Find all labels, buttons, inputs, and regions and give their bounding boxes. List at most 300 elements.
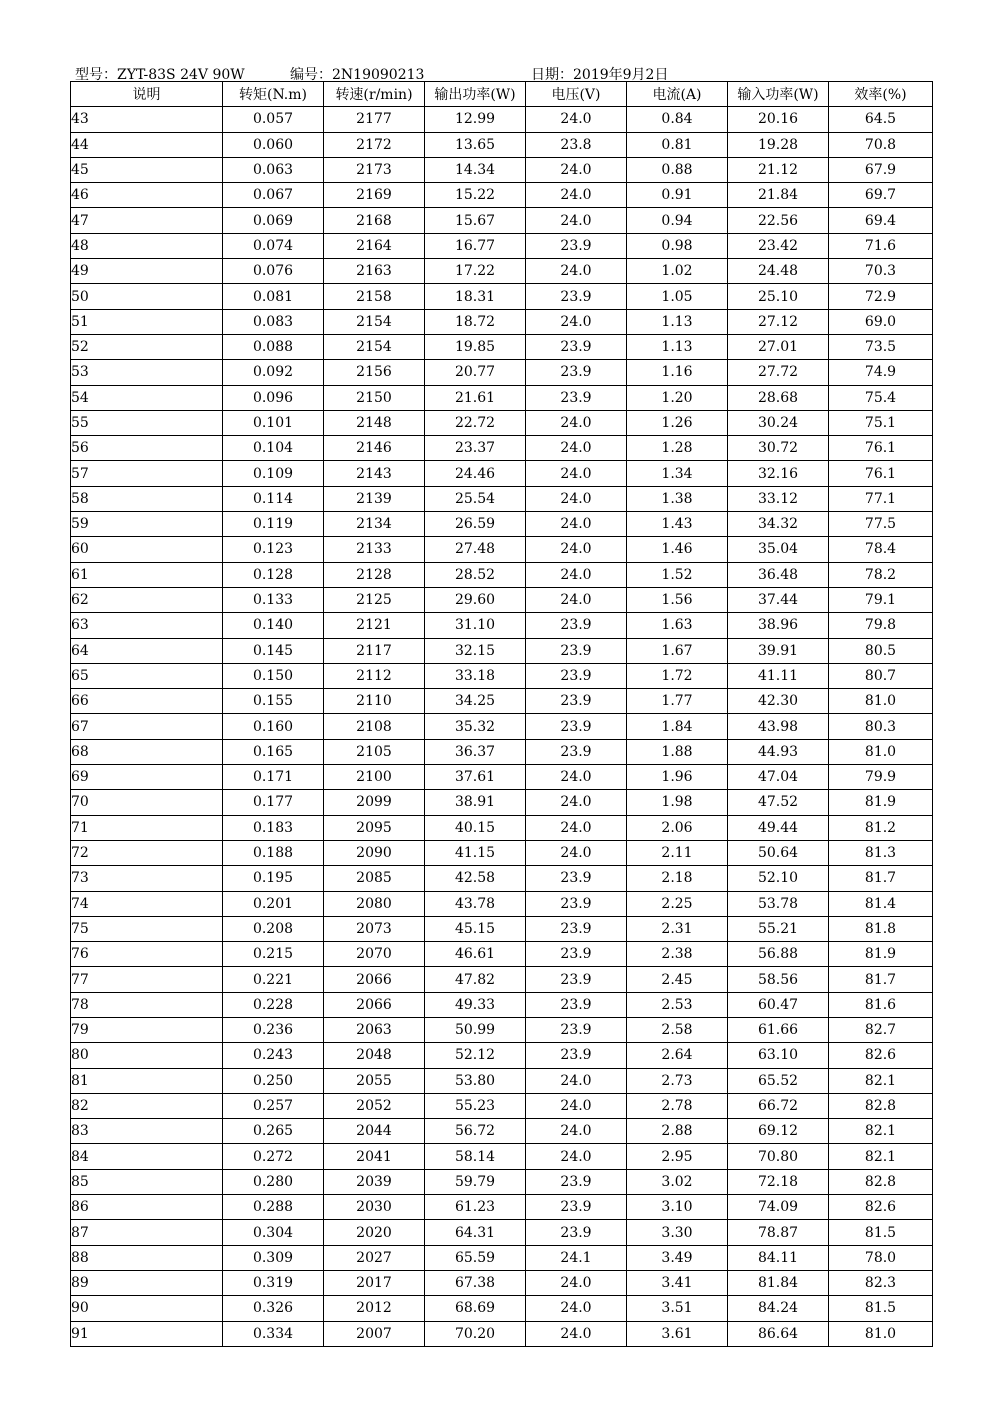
input-power-cell: 66.72 — [728, 1093, 829, 1118]
table-row — [71, 1068, 933, 1093]
column-header-input-power: 输入功率(W) — [728, 82, 829, 107]
current-cell: 3.49 — [627, 1245, 728, 1270]
output-power-cell: 50.99 — [425, 1017, 526, 1042]
table-row — [71, 410, 933, 435]
description-cell: 66 — [71, 689, 223, 714]
voltage-cell: 24.0 — [526, 562, 627, 587]
table-row — [71, 1043, 933, 1068]
table-row — [71, 663, 933, 688]
table-row — [71, 992, 933, 1017]
torque-cell: 0.088 — [223, 334, 324, 359]
description-cell: 55 — [71, 410, 223, 435]
current-cell: 1.72 — [627, 663, 728, 688]
current-cell: 2.45 — [627, 967, 728, 992]
current-cell: 1.67 — [627, 638, 728, 663]
torque-cell: 0.060 — [223, 132, 324, 157]
current-cell: 1.20 — [627, 385, 728, 410]
description-cell: 48 — [71, 233, 223, 258]
input-power-cell: 28.68 — [728, 385, 829, 410]
table-row — [71, 866, 933, 891]
efficiency-cell: 78.4 — [829, 537, 933, 562]
input-power-cell: 21.12 — [728, 157, 829, 182]
voltage-cell: 23.9 — [526, 638, 627, 663]
voltage-cell: 24.0 — [526, 436, 627, 461]
description-cell: 78 — [71, 992, 223, 1017]
table-row — [71, 815, 933, 840]
current-cell: 1.43 — [627, 512, 728, 537]
efficiency-cell: 79.8 — [829, 613, 933, 638]
torque-cell: 0.074 — [223, 233, 324, 258]
output-power-cell: 36.37 — [425, 739, 526, 764]
input-power-cell: 43.98 — [728, 714, 829, 739]
voltage-cell: 23.9 — [526, 385, 627, 410]
description-cell: 75 — [71, 916, 223, 941]
output-power-cell: 46.61 — [425, 942, 526, 967]
speed-cell: 2156 — [324, 360, 425, 385]
efficiency-cell: 81.9 — [829, 942, 933, 967]
torque-cell: 0.123 — [223, 537, 324, 562]
output-power-cell: 40.15 — [425, 815, 526, 840]
description-cell: 74 — [71, 891, 223, 916]
output-power-cell: 52.12 — [425, 1043, 526, 1068]
output-power-cell: 15.67 — [425, 208, 526, 233]
document-header — [75, 64, 935, 82]
model-label: 型号：ZYT-83S 24V 90W — [75, 67, 245, 83]
table-row — [71, 1245, 933, 1270]
output-power-cell: 19.85 — [425, 334, 526, 359]
torque-cell: 0.236 — [223, 1017, 324, 1042]
current-cell: 3.30 — [627, 1220, 728, 1245]
torque-cell: 0.309 — [223, 1245, 324, 1270]
output-power-cell: 18.72 — [425, 309, 526, 334]
voltage-cell: 23.9 — [526, 1017, 627, 1042]
efficiency-cell: 79.1 — [829, 587, 933, 612]
table-row — [71, 1017, 933, 1042]
voltage-cell: 24.0 — [526, 512, 627, 537]
torque-cell: 0.280 — [223, 1169, 324, 1194]
description-cell: 72 — [71, 840, 223, 865]
speed-cell: 2133 — [324, 537, 425, 562]
input-power-cell: 44.93 — [728, 739, 829, 764]
motor-test-table — [70, 81, 933, 1347]
voltage-cell: 23.9 — [526, 233, 627, 258]
voltage-cell: 23.9 — [526, 360, 627, 385]
description-cell: 56 — [71, 436, 223, 461]
input-power-cell: 60.47 — [728, 992, 829, 1017]
input-power-cell: 42.30 — [728, 689, 829, 714]
efficiency-cell: 81.3 — [829, 840, 933, 865]
efficiency-cell: 78.2 — [829, 562, 933, 587]
efficiency-cell: 82.1 — [829, 1119, 933, 1144]
speed-cell: 2063 — [324, 1017, 425, 1042]
description-cell: 58 — [71, 486, 223, 511]
description-cell: 80 — [71, 1043, 223, 1068]
input-power-cell: 21.84 — [728, 183, 829, 208]
current-cell: 2.18 — [627, 866, 728, 891]
voltage-cell: 23.9 — [526, 992, 627, 1017]
voltage-cell: 24.0 — [526, 790, 627, 815]
description-cell: 84 — [71, 1144, 223, 1169]
speed-cell: 2148 — [324, 410, 425, 435]
speed-cell: 2169 — [324, 183, 425, 208]
current-cell: 1.34 — [627, 461, 728, 486]
table-row — [71, 259, 933, 284]
torque-cell: 0.109 — [223, 461, 324, 486]
output-power-cell: 20.77 — [425, 360, 526, 385]
input-power-cell: 52.10 — [728, 866, 829, 891]
torque-cell: 0.145 — [223, 638, 324, 663]
column-header-description: 说明 — [71, 82, 223, 107]
torque-cell: 0.096 — [223, 385, 324, 410]
efficiency-cell: 81.4 — [829, 891, 933, 916]
output-power-cell: 22.72 — [425, 410, 526, 435]
input-power-cell: 30.24 — [728, 410, 829, 435]
efficiency-cell: 82.3 — [829, 1270, 933, 1295]
efficiency-cell: 75.4 — [829, 385, 933, 410]
voltage-cell: 24.0 — [526, 1093, 627, 1118]
input-power-cell: 30.72 — [728, 436, 829, 461]
speed-cell: 2172 — [324, 132, 425, 157]
voltage-cell: 24.0 — [526, 1068, 627, 1093]
speed-cell: 2121 — [324, 613, 425, 638]
table-row — [71, 1270, 933, 1295]
torque-cell: 0.221 — [223, 967, 324, 992]
output-power-cell: 33.18 — [425, 663, 526, 688]
input-power-cell: 50.64 — [728, 840, 829, 865]
speed-cell: 2039 — [324, 1169, 425, 1194]
description-cell: 59 — [71, 512, 223, 537]
voltage-cell: 24.0 — [526, 1270, 627, 1295]
table-row — [71, 1195, 933, 1220]
torque-cell: 0.250 — [223, 1068, 324, 1093]
table-row — [71, 284, 933, 309]
column-header-voltage: 电压(V) — [526, 82, 627, 107]
voltage-cell: 24.0 — [526, 107, 627, 132]
current-cell: 2.88 — [627, 1119, 728, 1144]
speed-cell: 2150 — [324, 385, 425, 410]
description-cell: 89 — [71, 1270, 223, 1295]
table-row — [71, 486, 933, 511]
torque-cell: 0.067 — [223, 183, 324, 208]
torque-cell: 0.326 — [223, 1296, 324, 1321]
input-power-cell: 74.09 — [728, 1195, 829, 1220]
description-cell: 50 — [71, 284, 223, 309]
description-cell: 46 — [71, 183, 223, 208]
description-cell: 85 — [71, 1169, 223, 1194]
table-row — [71, 942, 933, 967]
current-cell: 3.02 — [627, 1169, 728, 1194]
voltage-cell: 24.0 — [526, 537, 627, 562]
torque-cell: 0.063 — [223, 157, 324, 182]
speed-cell: 2154 — [324, 309, 425, 334]
torque-cell: 0.288 — [223, 1195, 324, 1220]
description-cell: 87 — [71, 1220, 223, 1245]
input-power-cell: 33.12 — [728, 486, 829, 511]
input-power-cell: 41.11 — [728, 663, 829, 688]
output-power-cell: 35.32 — [425, 714, 526, 739]
current-cell: 1.77 — [627, 689, 728, 714]
table-row — [71, 765, 933, 790]
torque-cell: 0.057 — [223, 107, 324, 132]
output-power-cell: 43.78 — [425, 891, 526, 916]
speed-cell: 2163 — [324, 259, 425, 284]
efficiency-cell: 80.7 — [829, 663, 933, 688]
speed-cell: 2100 — [324, 765, 425, 790]
torque-cell: 0.133 — [223, 587, 324, 612]
table-row — [71, 107, 933, 132]
column-header-output-power: 输出功率(W) — [425, 82, 526, 107]
speed-cell: 2066 — [324, 967, 425, 992]
description-cell: 67 — [71, 714, 223, 739]
output-power-cell: 55.23 — [425, 1093, 526, 1118]
efficiency-cell: 81.6 — [829, 992, 933, 1017]
input-power-cell: 47.52 — [728, 790, 829, 815]
efficiency-cell: 69.4 — [829, 208, 933, 233]
efficiency-cell: 81.2 — [829, 815, 933, 840]
output-power-cell: 61.23 — [425, 1195, 526, 1220]
output-power-cell: 58.14 — [425, 1144, 526, 1169]
torque-cell: 0.195 — [223, 866, 324, 891]
table-row — [71, 967, 933, 992]
input-power-cell: 39.91 — [728, 638, 829, 663]
output-power-cell: 56.72 — [425, 1119, 526, 1144]
torque-cell: 0.257 — [223, 1093, 324, 1118]
current-cell: 1.05 — [627, 284, 728, 309]
speed-cell: 2108 — [324, 714, 425, 739]
description-cell: 57 — [71, 461, 223, 486]
speed-cell: 2090 — [324, 840, 425, 865]
output-power-cell: 29.60 — [425, 587, 526, 612]
speed-cell: 2128 — [324, 562, 425, 587]
input-power-cell: 35.04 — [728, 537, 829, 562]
voltage-cell: 23.9 — [526, 1220, 627, 1245]
input-power-cell: 72.18 — [728, 1169, 829, 1194]
description-cell: 70 — [71, 790, 223, 815]
current-cell: 1.98 — [627, 790, 728, 815]
description-cell: 82 — [71, 1093, 223, 1118]
torque-cell: 0.165 — [223, 739, 324, 764]
efficiency-cell: 77.1 — [829, 486, 933, 511]
voltage-cell: 24.0 — [526, 486, 627, 511]
table-row — [71, 689, 933, 714]
voltage-cell: 23.9 — [526, 916, 627, 941]
description-cell: 61 — [71, 562, 223, 587]
torque-cell: 0.083 — [223, 309, 324, 334]
input-power-cell: 32.16 — [728, 461, 829, 486]
description-cell: 54 — [71, 385, 223, 410]
voltage-cell: 24.0 — [526, 208, 627, 233]
output-power-cell: 23.37 — [425, 436, 526, 461]
current-cell: 1.13 — [627, 309, 728, 334]
output-power-cell: 21.61 — [425, 385, 526, 410]
torque-cell: 0.201 — [223, 891, 324, 916]
speed-cell: 2041 — [324, 1144, 425, 1169]
torque-cell: 0.069 — [223, 208, 324, 233]
description-cell: 81 — [71, 1068, 223, 1093]
torque-cell: 0.160 — [223, 714, 324, 739]
speed-cell: 2048 — [324, 1043, 425, 1068]
voltage-cell: 23.9 — [526, 613, 627, 638]
output-power-cell: 47.82 — [425, 967, 526, 992]
table-row — [71, 1296, 933, 1321]
efficiency-cell: 80.5 — [829, 638, 933, 663]
input-power-cell: 34.32 — [728, 512, 829, 537]
description-cell: 73 — [71, 866, 223, 891]
input-power-cell: 49.44 — [728, 815, 829, 840]
output-power-cell: 53.80 — [425, 1068, 526, 1093]
efficiency-cell: 69.0 — [829, 309, 933, 334]
speed-cell: 2139 — [324, 486, 425, 511]
current-cell: 2.11 — [627, 840, 728, 865]
table-row — [71, 132, 933, 157]
output-power-cell: 49.33 — [425, 992, 526, 1017]
output-power-cell: 24.46 — [425, 461, 526, 486]
torque-cell: 0.334 — [223, 1321, 324, 1346]
input-power-cell: 61.66 — [728, 1017, 829, 1042]
description-cell: 79 — [71, 1017, 223, 1042]
table-row — [71, 461, 933, 486]
efficiency-cell: 81.0 — [829, 689, 933, 714]
current-cell: 2.95 — [627, 1144, 728, 1169]
description-cell: 90 — [71, 1296, 223, 1321]
current-cell: 1.16 — [627, 360, 728, 385]
speed-cell: 2066 — [324, 992, 425, 1017]
table-row — [71, 309, 933, 334]
efficiency-cell: 81.0 — [829, 1321, 933, 1346]
torque-cell: 0.101 — [223, 410, 324, 435]
current-cell: 3.51 — [627, 1296, 728, 1321]
table-header-row — [71, 82, 933, 107]
description-cell: 62 — [71, 587, 223, 612]
input-power-cell: 55.21 — [728, 916, 829, 941]
table-row — [71, 587, 933, 612]
voltage-cell: 23.9 — [526, 284, 627, 309]
torque-cell: 0.092 — [223, 360, 324, 385]
voltage-cell: 23.9 — [526, 866, 627, 891]
voltage-cell: 23.9 — [526, 891, 627, 916]
speed-cell: 2164 — [324, 233, 425, 258]
torque-cell: 0.243 — [223, 1043, 324, 1068]
speed-cell: 2110 — [324, 689, 425, 714]
torque-cell: 0.104 — [223, 436, 324, 461]
efficiency-cell: 81.0 — [829, 739, 933, 764]
description-cell: 44 — [71, 132, 223, 157]
speed-cell: 2020 — [324, 1220, 425, 1245]
speed-cell: 2095 — [324, 815, 425, 840]
table-row — [71, 1093, 933, 1118]
efficiency-cell: 67.9 — [829, 157, 933, 182]
table-row — [71, 1169, 933, 1194]
speed-cell: 2099 — [324, 790, 425, 815]
output-power-cell: 17.22 — [425, 259, 526, 284]
voltage-cell: 24.0 — [526, 1144, 627, 1169]
description-cell: 51 — [71, 309, 223, 334]
voltage-cell: 24.0 — [526, 259, 627, 284]
torque-cell: 0.140 — [223, 613, 324, 638]
torque-cell: 0.171 — [223, 765, 324, 790]
current-cell: 2.58 — [627, 1017, 728, 1042]
current-cell: 1.88 — [627, 739, 728, 764]
current-cell: 2.25 — [627, 891, 728, 916]
speed-cell: 2055 — [324, 1068, 425, 1093]
voltage-cell: 23.9 — [526, 967, 627, 992]
torque-cell: 0.265 — [223, 1119, 324, 1144]
speed-cell: 2027 — [324, 1245, 425, 1270]
table-row — [71, 360, 933, 385]
efficiency-cell: 70.8 — [829, 132, 933, 157]
efficiency-cell: 77.5 — [829, 512, 933, 537]
speed-cell: 2158 — [324, 284, 425, 309]
voltage-cell: 24.0 — [526, 1119, 627, 1144]
efficiency-cell: 81.8 — [829, 916, 933, 941]
description-cell: 53 — [71, 360, 223, 385]
output-power-cell: 28.52 — [425, 562, 526, 587]
efficiency-cell: 71.6 — [829, 233, 933, 258]
table-row — [71, 1321, 933, 1346]
voltage-cell: 23.9 — [526, 689, 627, 714]
description-cell: 49 — [71, 259, 223, 284]
torque-cell: 0.128 — [223, 562, 324, 587]
input-power-cell: 47.04 — [728, 765, 829, 790]
voltage-cell: 24.0 — [526, 1296, 627, 1321]
efficiency-cell: 82.8 — [829, 1093, 933, 1118]
current-cell: 0.88 — [627, 157, 728, 182]
efficiency-cell: 81.5 — [829, 1296, 933, 1321]
input-power-cell: 24.48 — [728, 259, 829, 284]
input-power-cell: 69.12 — [728, 1119, 829, 1144]
output-power-cell: 38.91 — [425, 790, 526, 815]
table-row — [71, 233, 933, 258]
current-cell: 0.81 — [627, 132, 728, 157]
column-header-efficiency: 效率(%) — [829, 82, 933, 107]
description-cell: 68 — [71, 739, 223, 764]
column-header-torque: 转矩(N.m) — [223, 82, 324, 107]
voltage-cell: 24.0 — [526, 840, 627, 865]
current-cell: 0.94 — [627, 208, 728, 233]
efficiency-cell: 76.1 — [829, 461, 933, 486]
input-power-cell: 23.42 — [728, 233, 829, 258]
column-header-speed: 转速(r/min) — [324, 82, 425, 107]
efficiency-cell: 82.6 — [829, 1195, 933, 1220]
torque-cell: 0.177 — [223, 790, 324, 815]
table-row — [71, 714, 933, 739]
efficiency-cell: 81.7 — [829, 866, 933, 891]
speed-cell: 2125 — [324, 587, 425, 612]
description-cell: 91 — [71, 1321, 223, 1346]
voltage-cell: 24.0 — [526, 410, 627, 435]
voltage-cell: 23.9 — [526, 1195, 627, 1220]
description-cell: 52 — [71, 334, 223, 359]
column-header-current: 电流(A) — [627, 82, 728, 107]
current-cell: 0.98 — [627, 233, 728, 258]
table-row — [71, 916, 933, 941]
efficiency-cell: 75.1 — [829, 410, 933, 435]
efficiency-cell: 79.9 — [829, 765, 933, 790]
input-power-cell: 36.48 — [728, 562, 829, 587]
speed-cell: 2052 — [324, 1093, 425, 1118]
input-power-cell: 70.80 — [728, 1144, 829, 1169]
current-cell: 2.31 — [627, 916, 728, 941]
date-label: 日期：2019年9月2日 — [531, 67, 669, 83]
input-power-cell: 81.84 — [728, 1270, 829, 1295]
efficiency-cell: 64.5 — [829, 107, 933, 132]
current-cell: 1.28 — [627, 436, 728, 461]
current-cell: 0.91 — [627, 183, 728, 208]
voltage-cell: 24.0 — [526, 765, 627, 790]
output-power-cell: 15.22 — [425, 183, 526, 208]
speed-cell: 2168 — [324, 208, 425, 233]
speed-cell: 2173 — [324, 157, 425, 182]
